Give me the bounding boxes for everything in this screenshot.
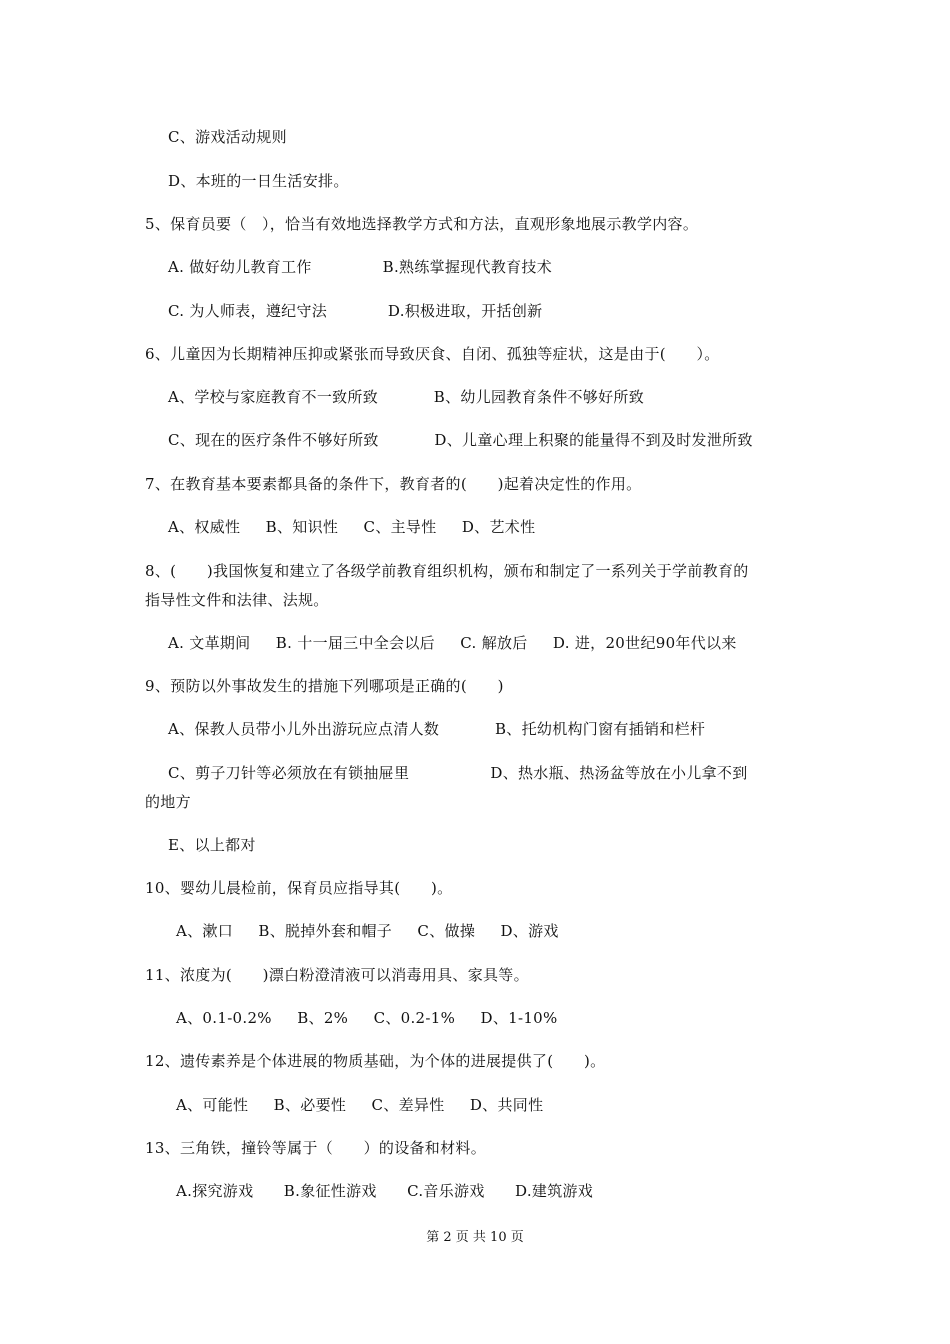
question-13: 13、三角铁，撞铃等属于（ ）的设备和材料。 bbox=[145, 1139, 486, 1157]
option-9e: E、以上都对 bbox=[168, 836, 256, 854]
question-8-cont: 指导性文件和法律、法规。 bbox=[145, 591, 329, 609]
options-9-ab: A、保教人员带小儿外出游玩应点清人数 B、托幼机构门窗有插销和栏杆 bbox=[168, 720, 706, 738]
question-10: 10、婴幼儿晨检前，保育员应指导其( )。 bbox=[145, 879, 453, 897]
question-9: 9、预防以外事故发生的措施下列哪项是正确的( ) bbox=[145, 677, 504, 695]
question-8: 8、( )我国恢复和建立了各级学前教育组织机构，颁布和制定了一系列关于学前教育的 bbox=[145, 562, 749, 580]
page-footer: 第 2 页 共 10 页 bbox=[426, 1230, 524, 1245]
question-11: 11、浓度为( )漂白粉澄清液可以消毒用具、家具等。 bbox=[145, 966, 529, 984]
options-12: A、可能性 B、必要性 C、差异性 D、共同性 bbox=[176, 1096, 544, 1114]
options-6-ab: A、学校与家庭教育不一致所致 B、幼儿园教育条件不够好所致 bbox=[168, 388, 645, 406]
options-5-ab: A. 做好幼儿教育工作 B.熟练掌握现代教育技术 bbox=[168, 258, 553, 276]
question-12: 12、遗传素养是个体进展的物质基础，为个体的进展提供了( )。 bbox=[145, 1052, 606, 1070]
options-6-cd: C、现在的医疗条件不够好所致 D、儿童心理上积聚的能量得不到及时发泄所致 bbox=[168, 431, 753, 449]
options-11: A、0.1-0.2% B、2% C、0.2-1% D、1-10% bbox=[176, 1009, 558, 1027]
options-8: A. 文革期间 B. 十一届三中全会以后 C. 解放后 D. 进，20世纪90年代以来 bbox=[168, 634, 737, 652]
options-7: A、权威性 B、知识性 C、主导性 D、艺术性 bbox=[168, 518, 536, 536]
options-9-cont: 的地方 bbox=[145, 793, 191, 811]
option-4d: D、本班的一日生活安排。 bbox=[168, 172, 349, 190]
question-5: 5、保育员要（ ），恰当有效地选择教学方式和方法，直观形象地展示教学内容。 bbox=[145, 215, 699, 233]
options-5-cd: C. 为人师表，遵纪守法 D.积极进取，开括创新 bbox=[168, 302, 543, 320]
question-6: 6、儿童因为长期精神压抑或紧张而导致厌食、自闭、孤独等症状，这是由于( ）。 bbox=[145, 345, 720, 363]
option-4c: C、游戏活动规则 bbox=[168, 128, 287, 146]
options-13: A.探究游戏 B.象征性游戏 C.音乐游戏 D.建筑游戏 bbox=[176, 1182, 594, 1200]
options-10: A、漱口 B、脱掉外套和帽子 C、做操 D、游戏 bbox=[176, 922, 559, 940]
options-9-cd: C、剪子刀针等必须放在有锁抽屉里 D、热水瓶、热汤盆等放在小儿拿不到 bbox=[168, 764, 748, 782]
question-7: 7、在教育基本要素都具备的条件下，教育者的( )起着决定性的作用。 bbox=[145, 475, 642, 493]
